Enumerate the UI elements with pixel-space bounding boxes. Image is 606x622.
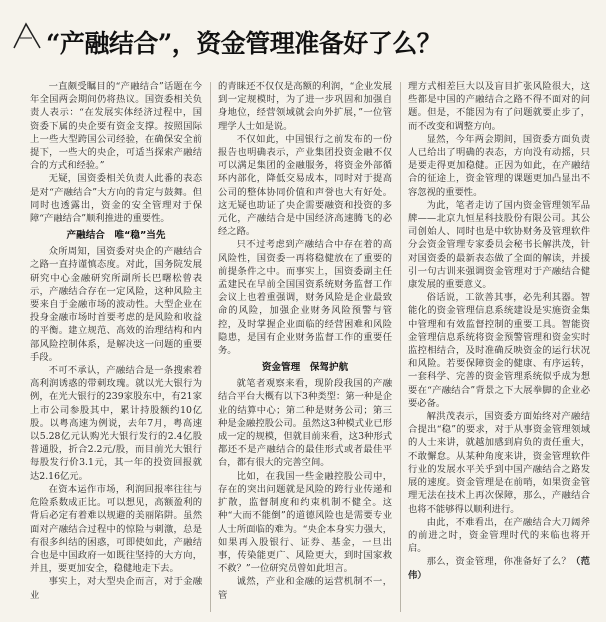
paragraph: 不可不承认，产融结合是一条搜索着高利润诱惑的带刺玫瑰。就以光大银行为例，在光大银行的239家股东中，有21家上市公司参股其中，累计持股额约10亿股。以粤高速为例说，去年7月，粤高速以5.28亿元认购光大银行发行的2.4亿股普通股，折合2.2元/股，而目前光大银行每股发行价3.1元，其一年的投资回报就达2.16亿元。 [30,365,202,482]
article-headline: “产融结合”，资金管理准备好了么？ [46,29,442,58]
paragraph: 不仅如此，中国银行之前发布的一份报告也明确表示，产业集团投资金融不仅可以满足集团的金融服务，将资金外部循环内部化，降低交易成本，同时对于提高公司的整体协同价值和声誉也大有好处。这无疑也助证了央企需要融资和投资的多元化，产融结合是中国经济高速腾飞的必经之路。 [218,133,392,238]
section-subhead: 产融结合 唯“稳”当先 [66,230,166,242]
column-1 [30,80,202,616]
section-subhead: 资金管理 保驾护航 [261,362,349,374]
column-3 [408,80,600,616]
closing-paragraph [408,555,600,581]
paragraph: 只不过考虑到产融结合中存在着的高风险性，国资委一再将稳健放在了重要的前提条件之中。而事实上，国资委副主任孟建民在早前全国国资系统财务监督工作会议上也着重强调，财务风险是企业最致命的风险，加强企业财务风险预警与管控，及时掌握企业面临的经营困难和风险隐患，是国有企业财务监督工作的重要任务。 [218,239,392,357]
paragraph: 为此，笔者走访了国内资金管理领军品牌——北京九恒星科技股份有限公司。其公司创始人、同时也是中软协财务及管理软件分会资金管理专家委员会秘书长解洪茂，针对国资委的最新表态做了全面的解读，并援引一句古训来强调资金管理对于产融结合健康发展的重要意义。 [408,199,590,291]
author-byline: （范 伟） [408,556,600,581]
paragraph: 比如，在我国一些金融控股公司中，存在的突出问题就是风险的跨行业传递和扩散，监督制度和约束机制不健全。这种“大而不能倒”的道德风险也是需要专业人士所面临的难为。“央企本身实力强大，如果再入股银行、证券、基金，一旦出事，传染能更广、风险更大，到时国家救不救？”一位研究员曾如此坦言。 [218,470,392,575]
column-2 [218,80,392,616]
paragraph: 的青睐还不仅仅是高额的利润，“企业发展到一定规模时，为了进一步巩固和加强自身地位，经营领域就会向外扩展，”一位管理学人士如是说。 [218,81,392,132]
article-body [30,80,600,616]
paragraph: 俗话说，工欲善其事，必先利其器。智能化的资金管理信息系统建设是实施资金集中管理和有效监督控制的重要工具。智能资金管理信息系统将资金预警管理和资金实时监控相结合，及时准确反映资金的运行状况和风险。若要保障资金的健康、有序运转，一套科学、完善的资金管理系统似乎成为想要在“产融结合”背景之下大展拳脚的企业必要必备。 [408,292,590,409]
paragraph: 解洪茂表示，国资委方面始终对产融结合提出“稳”的要求，对于从事资金管理领域的人士来讲，就越加感到肩负的责任重大，不敢懈怠。从某种角度来讲，资金管理软件行业的发展水平关乎到中国产融结合之路发展的速度。资金管理是在前哨，如果资金管理无法在技术上再次保障，那么，产融结合也将不能够得以顺利进行。 [408,411,590,515]
paragraph: 由此，不难看出，在产融结合大刀阔斧的前进之时，资金管理时代的来临也将开启。 [408,516,590,555]
paragraph: 诚然，产业和金融的运营机制不一，管 [218,576,392,601]
paragraph: 显然，今年两会期间，国资委方面负责人已给出了明确的表态，方向没有动摇，只是要走得更加稳健。正因为如此，在产融结合的征途上，资金管理的课题更加凸显出不容忽视的重要性。 [408,133,590,198]
paragraph: 众所周知，国资委对央企的产融结合之路一直持谨慎态度。对此，国务院发展研究中心金融研究所副所长巴曙松曾表示，产融结合存在一定风险，这种风险主要来自于金融市场的波动性。大型企业在投身金融市场时首要考虑的是风险和收益的平衡。建立规范、高效的治理结构和内部风险控制体系，是解决这一问题的重要手段。 [30,246,202,363]
paragraph: 理方式相差巨大以及盲目扩张风险很大，这些都是中国的产融结合之路不得不面对的问题。但是，不能因为有了问题就要止步了，而不改变和调整方向。 [408,81,590,132]
triangle-mark-icon [8,16,48,56]
paragraph: 一直颇受瞩目的“产融结合”话题在今年全国两会期间仍将热议。国资委相关负责人表示：“在发展实体经济过程中，国资委下属的央企要有资金支撑。按照国际上一些大型跨国公司经验，在确保安全前提下，一些大的央企，可适当探索产融结合的方式和经验。” [30,81,202,172]
paragraph: 就笔者观察来看，现阶段我国的产融结合平台大概有以下3种类型：第一种是企业的结算中心；第二种是财务公司；第三种是金融控股公司。虽然这3种模式业已形成一定的规模，但就目前来看，这3种形式都还不是产融结合的最佳形式或者最佳平台，都有很大的完善空间。 [218,378,392,469]
paragraph: 在资本运作市场，利润回报率往往与危险系数成正比。可以想见，高额盈利的背后必定有着难以规避的美丽陷阱。虽然面对产融结合过程中的惊险与刺激，总是有很多纠结的困惑，可即使如此，产融结合也是中国政府一如既往坚持的大方向，并且，要更加安全，稳健地走下去。 [30,483,202,575]
paragraph: 无疑，国资委相关负责人此番的表态是对“产融结合”大方向的肯定与鼓舞。但同时也透露出，资金的安全管理对于保障“产融结合”顺利推进的重要性。 [30,173,202,225]
paragraph: 事实上，对大型央企而言，对于金融业 [30,576,202,601]
closing-question: 那么，资金管理，你准备好了么？ [426,556,572,568]
